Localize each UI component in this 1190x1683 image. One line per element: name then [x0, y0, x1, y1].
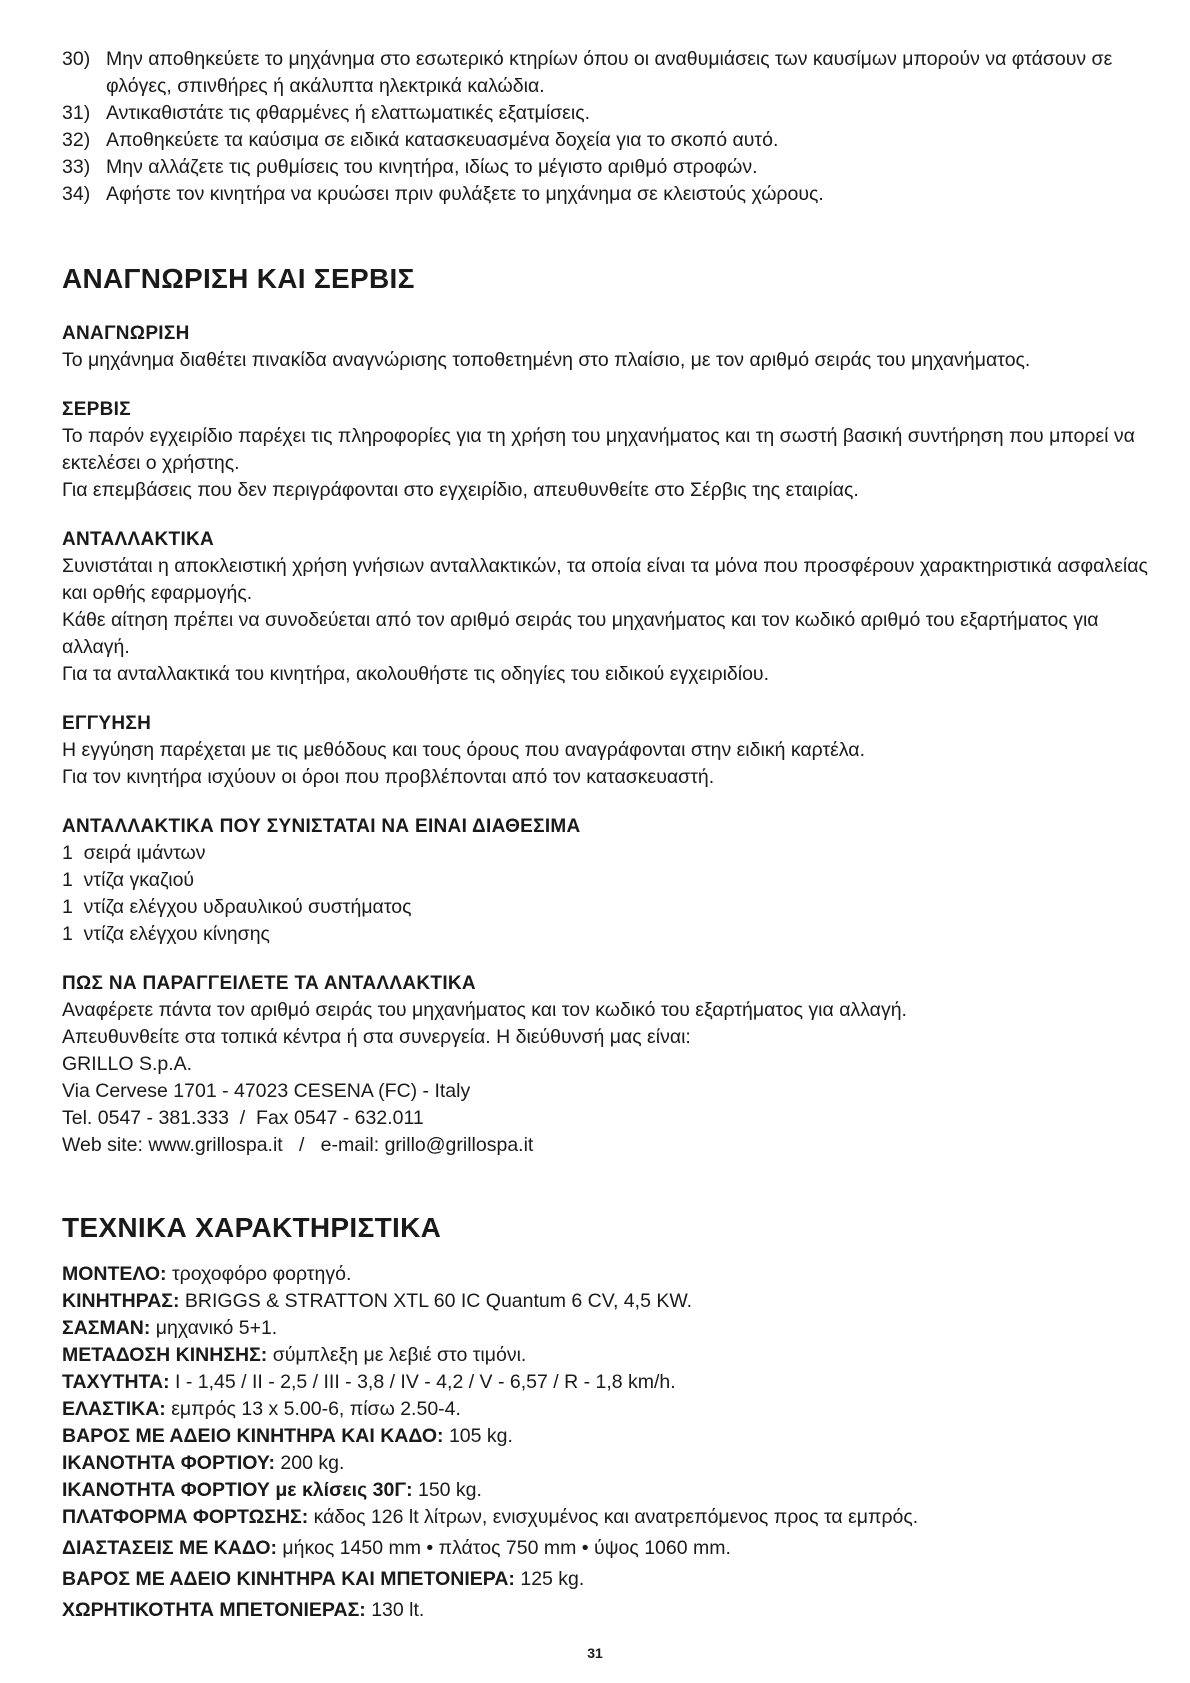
- item-text: Αντικαθιστάτε τις φθαρμένες ή ελαττωματικές εξατμίσεις.: [106, 102, 591, 124]
- spec-model: [62, 1261, 1152, 1288]
- spec-load-capacity: [62, 1450, 1152, 1477]
- spec-value: τροχοφόρο φορτηγό.: [166, 1263, 352, 1285]
- spec-weight-bucket: [62, 1423, 1152, 1450]
- heading-recommended-parts: ΑΝΤΑΛΛΑΚΤΙΚΑ ΠΟΥ ΣΥΝΙΣΤΑΤΑΙ ΝΑ ΕΙΝΑΙ ΔΙΑΘΕΣΙΜΑ: [62, 816, 581, 837]
- list-item: 1 ντίζα ελέγχου κίνησης: [62, 923, 270, 945]
- heading-spare-parts: ΑΝΤΑΛΛΑΚΤΙΚΑ: [62, 529, 215, 550]
- specs-list: [62, 1261, 1152, 1624]
- list-item: 1 σειρά ιμάντων: [62, 842, 206, 864]
- spec-label: ΒΑΡΟΣ ΜΕ ΑΔΕΙΟ ΚΙΝΗΤΗΡΑ ΚΑΙ ΜΠΕΤΟΝΙΕΡΑ:: [62, 1568, 515, 1590]
- item-text: Μην αλλάζετε τις ρυθμίσεις του κινητήρα, ιδίως το μέγιστο αριθμό στροφών.: [106, 156, 758, 178]
- ordering-line-2: Απευθυνθείτε στα τοπικά κέντρα ή στα συνεργεία. Η διεύθυνσή μας είναι:: [62, 1026, 691, 1048]
- spec-value: 130 lt.: [365, 1599, 425, 1621]
- item-text: Μην αποθηκεύετε το μηχάνημα στο εσωτερικό κτηρίων όπου οι αναθυμιάσεις των καυσίμων μπορούν να φτάσουν σε φλόγες, σπινθήρες ή ακάλυπτα ηλεκτρικά καλώδια.: [106, 48, 1113, 97]
- spec-value: σύμπλεξη με λεβιέ στο τιμόνι.: [267, 1344, 527, 1366]
- spec-weight-mixer: [62, 1566, 1152, 1593]
- spec-label: ΠΛΑΤΦΟΡΜΑ ΦΟΡΤΩΣΗΣ:: [62, 1506, 309, 1528]
- spare-parts-paragraph-1: Συνιστάται η αποκλειστική χρήση γνήσιων ανταλλακτικών, τα οποία είναι τα μόνα που προσφέρουν χαρακτηριστικά ασφαλείας και ορθής εφαρμογής.: [62, 555, 1148, 604]
- spec-label: ΤΑΧΥΤΗΤΑ:: [62, 1371, 170, 1393]
- company-web-email: Web site: www.grillospa.it / e-mail: grillo@grillospa.it: [62, 1134, 534, 1156]
- spec-value: κάδος 126 lt λίτρων, ενισχυμένος και ανατρεπόμενος προς τα εμπρός.: [308, 1506, 919, 1528]
- spec-load-capacity-slope: [62, 1477, 1152, 1504]
- spec-engine: [62, 1288, 1152, 1315]
- heading-warranty: ΕΓΓΥΗΣΗ: [62, 713, 152, 734]
- list-item: [62, 46, 1152, 100]
- section-title-identification-service: ΑΝΑΓΝΩΡΙΣΗ ΚΑΙ ΣΕΡΒΙΣ: [62, 263, 415, 294]
- item-number: 32): [62, 129, 91, 151]
- heading-ordering: ΠΩΣ ΝΑ ΠΑΡΑΓΓΕΙΛΕΤΕ ΤΑ ΑΝΤΑΛΛΑΚΤΙΚΑ: [62, 973, 476, 994]
- spec-value: 105 kg.: [443, 1425, 513, 1447]
- spec-label: ΙΚΑΝΟΤΗΤΑ ΦΟΡΤΙΟΥ:: [62, 1452, 275, 1474]
- spec-value: μηχανικό 5+1.: [150, 1317, 278, 1339]
- spec-value: εμπρός 13 x 5.00-6, πίσω 2.50-4.: [165, 1398, 461, 1420]
- section-title-technical: ΤΕΧΝΙΚΑ ΧΑΡΑΚΤΗΡΙΣΤΙΚΑ: [62, 1212, 442, 1243]
- item-number: 34): [62, 183, 91, 205]
- spec-label: ΜΟΝΤΕΛΟ:: [62, 1263, 167, 1285]
- spec-value: I - 1,45 / II - 2,5 / III - 3,8 / IV - 4,2 / V - 6,57 / R - 1,8 km/h.: [169, 1371, 676, 1393]
- spec-value: 150 kg.: [412, 1479, 482, 1501]
- spare-parts-paragraph-3: Για τα ανταλλακτικά του κινητήρα, ακολουθήστε τις οδηγίες του ειδικού εγχειριδίου.: [62, 663, 770, 685]
- company-address: Via Cervese 1701 - 47023 CESENA (FC) - Italy: [62, 1080, 471, 1102]
- spec-label: ΒΑΡΟΣ ΜΕ ΑΔΕΙΟ ΚΙΝΗΤΗΡΑ ΚΑΙ ΚΑΔΟ:: [62, 1425, 444, 1447]
- spec-label: ΕΛΑΣΤΙΚΑ:: [62, 1398, 166, 1420]
- spec-label: ΚΙΝΗΤΗΡΑΣ:: [62, 1290, 180, 1312]
- item-number: 31): [62, 102, 91, 124]
- list-item: [62, 100, 1152, 127]
- spec-label: ΣΑΣΜΑΝ:: [62, 1317, 151, 1339]
- identification-text: Το μηχάνημα διαθέτει πινακίδα αναγνώρισης τοποθετημένη στο πλαίσιο, με τον αριθμό σειράς του μηχανήματος.: [62, 349, 1031, 371]
- service-paragraph-2: Για επεμβάσεις που δεν περιγράφονται στο εγχειρίδιο, απευθυνθείτε στο Σέρβις της εταιρίας.: [62, 479, 859, 501]
- list-item: 1 ντίζα ελέγχου υδραυλικού συστήματος: [62, 896, 412, 918]
- spec-speed: [62, 1369, 1152, 1396]
- item-text: Αφήστε τον κινητήρα να κρυώσει πριν φυλάξετε το μηχάνημα σε κλειστούς χώρους.: [106, 183, 824, 205]
- spec-platform: [62, 1504, 1152, 1531]
- spec-value: 200 kg.: [274, 1452, 345, 1474]
- spec-tyres: [62, 1396, 1152, 1423]
- spec-label: ΜΕΤΑΔΟΣΗ ΚΙΝΗΣΗΣ:: [62, 1344, 268, 1366]
- warranty-line-2: Για τον κινητήρα ισχύουν οι όροι που προβλέπονται από τον κατασκευαστή.: [62, 766, 715, 788]
- ordering-line-1: Αναφέρετε πάντα τον αριθμό σειράς του μηχανήματος και τον κωδικό του εξαρτήματος για αλλαγή.: [62, 999, 907, 1021]
- page-number: 31: [587, 1645, 603, 1661]
- safety-list: [62, 46, 1152, 208]
- list-item: [62, 181, 1152, 208]
- spec-label: ΔΙΑΣΤΑΣΕΙΣ ΜΕ ΚΑΔΟ:: [62, 1537, 277, 1559]
- spec-value: BRIGGS & STRATTON XTL 60 IC Quantum 6 CV, 4,5 KW.: [179, 1290, 693, 1312]
- item-number: 30): [62, 48, 91, 70]
- spare-parts-paragraph-2: Κάθε αίτηση πρέπει να συνοδεύεται από τον αριθμό σειράς του μηχανήματος και τον κωδικό αριθμό του εξαρτήματος για αλλαγή.: [62, 609, 1099, 658]
- recommended-parts-list: [62, 840, 1152, 948]
- list-item: [62, 127, 1152, 154]
- spec-value: μήκος 1450 mm • πλάτος 750 mm • ύψος 1060 mm.: [277, 1537, 731, 1559]
- item-number: 33): [62, 156, 91, 178]
- spec-drive: [62, 1342, 1152, 1369]
- spec-label: ΙΚΑΝΟΤΗΤΑ ΦΟΡΤΙΟΥ με κλίσεις 30Γ:: [62, 1479, 413, 1501]
- spec-label: ΧΩΡΗΤΙΚΟΤΗΤΑ ΜΠΕΤΟΝΙΕΡΑΣ:: [62, 1599, 366, 1621]
- heading-identification: ΑΝΑΓΝΩΡΙΣΗ: [62, 323, 190, 344]
- warranty-line-1: Η εγγύηση παρέχεται με τις μεθόδους και τους όρους που αναγράφονται στην ειδική καρτέλα.: [62, 739, 865, 761]
- service-paragraph-1: Το παρόν εγχειρίδιο παρέχει τις πληροφορίες για τη χρήση του μηχανήματος και τη σωστή βασική συντήρηση που μπορεί να εκτελέσει ο χρήστης.: [62, 425, 1135, 474]
- list-item: [62, 154, 1152, 181]
- item-text: Αποθηκεύετε τα καύσιμα σε ειδικά κατασκευασμένα δοχεία για το σκοπό αυτό.: [106, 129, 779, 151]
- spec-value: 125 kg.: [514, 1568, 585, 1590]
- company-name: GRILLO S.p.A.: [62, 1053, 193, 1075]
- heading-service: ΣΕΡΒΙΣ: [62, 399, 131, 420]
- spec-mixer-capacity: [62, 1597, 1152, 1624]
- spec-gearbox: [62, 1315, 1152, 1342]
- company-phone-fax: Tel. 0547 - 381.333 / Fax 0547 - 632.011: [62, 1107, 424, 1129]
- spec-dimensions: [62, 1535, 1152, 1562]
- list-item: 1 ντίζα γκαζιού: [62, 869, 195, 891]
- document-page: [62, 46, 1152, 1624]
